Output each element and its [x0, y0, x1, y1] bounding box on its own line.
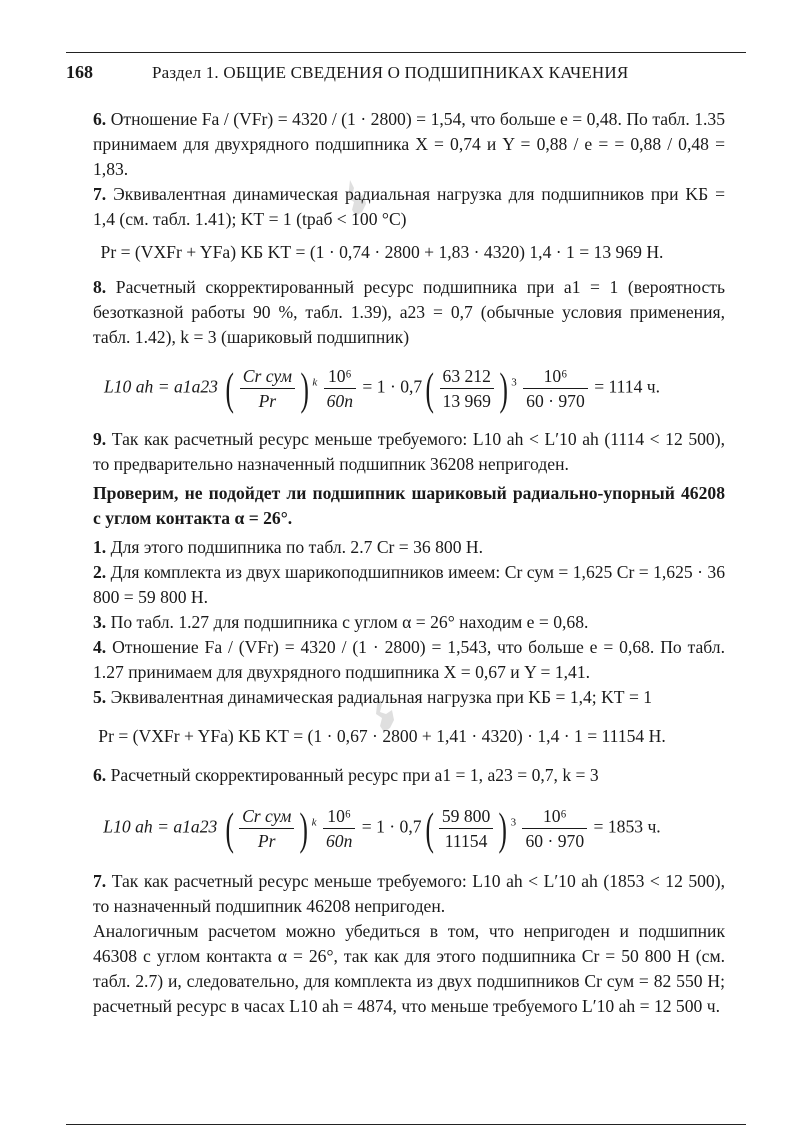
- paragraph-step-8: [93, 275, 725, 350]
- formula-life-2: L10 ah = a1a23 ( $\frac{\text{Cr сум}}{Pr}$ ) $^k$ $\frac{\text{10⁶}}{60n}$ = 1 · 0,7( $\frac{59 800}{11154}$ ) $^3$ $\frac{\text{10⁶}}{60 \cdot 970}$ = 1853 ч.: [103, 802, 661, 854]
- fraction: $\frac{\text{Cr сум}}{Pr}$: [239, 804, 294, 853]
- fraction: $\frac{\text{10⁶}}{60 \cdot 970}$: [522, 804, 587, 853]
- formula-result: = 1853 ч.: [593, 816, 661, 837]
- step-text: Для этого подшипника по табл. 2.7 Cr = 36 800 Н.: [110, 537, 484, 557]
- header-rule: [66, 52, 746, 53]
- fraction: $\frac{\text{10⁶}}{60n}$: [324, 364, 356, 413]
- paragraph-check-3: [93, 610, 725, 635]
- step-text: Так как расчетный ресурс меньше требуемого: L10 ah < L′10 ah (1114 < 12 500), то предварительно назначенный подшипник 36208 непригоден.: [93, 429, 725, 474]
- running-header: [66, 62, 728, 86]
- step-number: 7.: [93, 871, 107, 891]
- step-number: 6.: [93, 109, 107, 129]
- page-number: 168: [66, 62, 93, 82]
- formula-lhs: L10 ah = a1a23: [103, 376, 218, 397]
- step-number: 3.: [93, 612, 107, 632]
- step-text: Отношение Fa / (VFr) = 4320 / (1 · 2800) = 1,54, что больше e = 0,48. По табл. 1.35 принимаем для двухрядного подшипника X = 0,74 и Y = 0,88 / e = = 0,88 / 0,48 = 1,83.: [93, 109, 725, 179]
- step-number: 2.: [93, 562, 107, 582]
- formula-life-1: L10 ah = a1a23 ( $\frac{\text{Cr сум}}{Pr}$ ) $^k$ $\frac{\text{10⁶}}{60n}$ = 1 · 0,7( $\frac{63 212}{13 969}$ ) $^3$ $\frac{\text{10⁶}}{60 \cdot 970}$ = 1114 ч.: [103, 362, 661, 414]
- formula-result: = 1114 ч.: [594, 376, 661, 397]
- paragraph-step-7: [93, 182, 725, 232]
- fraction: $\frac{\text{10⁶}}{60n}$: [323, 804, 355, 853]
- paragraph-check-7: [93, 869, 725, 919]
- paragraph-check-1: [93, 535, 725, 560]
- paragraph-conclusion: Аналогичным расчетом можно убедиться в том, что непригоден и подшипник 46308 с углом контакта α = 26°, так как для этого подшипника Cr = 50 800 Н (см. табл. 2.7) и, следовательно, для комплекта из двух подшипников Cr сум = 82 550 Н; расчетный ресурс в часах L10 ah = 4874, что меньше требуемого L′10 ah = 12 500 ч.: [93, 921, 725, 1016]
- step-text: Эквивалентная динамическая радиальная нагрузка для подшипников при KБ = 1,4 (см. табл. 1.41); KТ = 1 (tраб < 100 °С): [93, 184, 725, 229]
- paragraph-check-heading: Проверим, не подойдет ли подшипник шариковый радиально-упорный 46208 с углом контакта α = 26°.: [93, 483, 725, 528]
- step-number: 1.: [93, 537, 107, 557]
- formula-mid: = 1 · 0,7: [362, 376, 423, 397]
- step-text: Для комплекта из двух шарикоподшипников имеем: Cr сум = 1,625 Cr = 1,625 · 36 800 = 59 800 Н.: [93, 562, 725, 607]
- formula-load-2: Pr = (VXFr + YFa) KБ KТ = (1 · 0,67 · 2800 + 1,41 · 4320) · 1,4 · 1 = 11154 Н.: [98, 726, 666, 746]
- paragraph-check-6: [93, 763, 725, 788]
- fraction: $\frac{59 800}{11154}$: [439, 804, 493, 853]
- step-number: 9.: [93, 429, 107, 449]
- step-text: Расчетный скорректированный ресурс при a1 = 1, a23 = 0,7, k = 3: [110, 765, 599, 785]
- step-number: 8.: [93, 277, 107, 297]
- step-text: Эквивалентная динамическая радиальная нагрузка при KБ = 1,4; KТ = 1: [110, 687, 653, 707]
- fraction: $\frac{\text{10⁶}}{60 \cdot 970}$: [523, 364, 588, 413]
- step-number: 7.: [93, 184, 107, 204]
- step-text: Расчетный скорректированный ресурс подшипника при a1 = 1 (вероятность безотказной работы 90 %, табл. 1.39), a23 = 0,7 (обычные условия применения, табл. 1.42), k = 3 (шариковый подшипник): [93, 277, 725, 347]
- formula-lhs: L10 ah = a1a23: [103, 816, 218, 837]
- paragraph-check-4: [93, 635, 725, 685]
- page-body: [93, 107, 725, 1019]
- paragraph-check-5: [93, 685, 725, 710]
- step-text: Так как расчетный ресурс меньше требуемого: L10 ah < L′10 ah (1853 < 12 500), то назначенный подшипник 46208 непригоден.: [93, 871, 725, 916]
- step-number: 5.: [93, 687, 107, 707]
- paragraph-step-9: [93, 427, 725, 477]
- fraction: $\frac{63 212}{13 969}$: [440, 364, 494, 413]
- section-title: Раздел 1. ОБЩИЕ СВЕДЕНИЯ О ПОДШИПНИКАХ КАЧЕНИЯ: [152, 63, 629, 82]
- paragraph-check-2: [93, 560, 725, 610]
- step-number: 6.: [93, 765, 107, 785]
- fraction: $\frac{\text{Cr сум}}{Pr}$: [240, 364, 295, 413]
- paragraph-step-6: [93, 107, 725, 182]
- step-number: 4.: [93, 637, 107, 657]
- footer-rule: [66, 1124, 746, 1125]
- step-text: Отношение Fa / (VFr) = 4320 / (1 · 2800) = 1,543, что больше e = 0,68. По табл. 1.27 принимаем для двухрядного подшипника X = 0,67 и Y = 1,41.: [93, 637, 725, 682]
- formula-load-1: Pr = (VXFr + YFa) KБ KТ = (1 · 0,74 · 2800 + 1,83 · 4320) 1,4 · 1 = 13 969 Н.: [100, 242, 664, 262]
- formula-mid: = 1 · 0,7: [361, 816, 422, 837]
- step-text: По табл. 1.27 для подшипника с углом α = 26° находим e = 0,68.: [110, 612, 589, 632]
